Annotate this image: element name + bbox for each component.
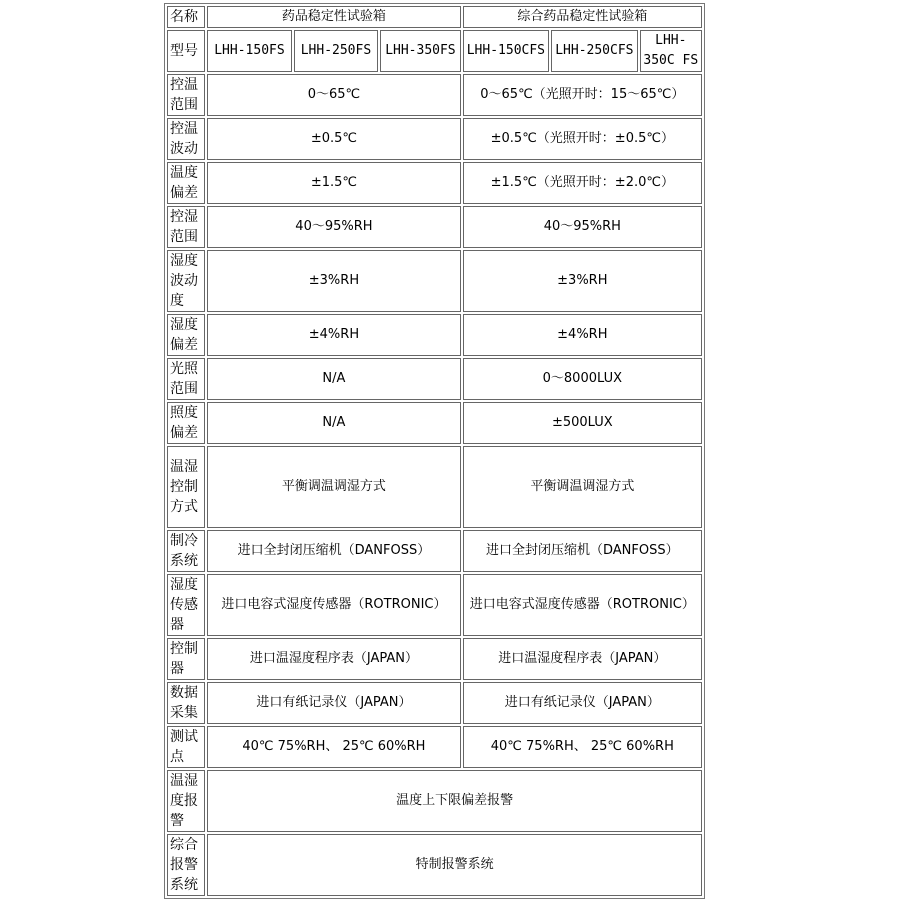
spec-row [167, 574, 702, 636]
group1-value: N/A [207, 358, 460, 400]
row-label: 温湿控制方式 [167, 446, 205, 528]
row-label: 温湿度报警 [167, 770, 205, 832]
group1-title: 药品稳定性试验箱 [207, 6, 460, 28]
row-label: 光照范围 [167, 358, 205, 400]
spec-row [167, 74, 702, 116]
group1-value: 进口有纸记录仪（JAPAN） [207, 682, 460, 724]
group2-value: 进口有纸记录仪（JAPAN） [463, 682, 702, 724]
group1-value: 0～65℃ [207, 74, 460, 116]
group2-value: 进口全封闭压缩机（DANFOSS） [463, 530, 702, 572]
group2-value: 0～65℃（光照开时：15～65℃） [463, 74, 702, 116]
group2-value: ±500LUX [463, 402, 702, 444]
row-label: 控湿范围 [167, 206, 205, 248]
model-cell: LHH-150FS [207, 30, 291, 72]
model-cell: LHH-250CFS [551, 30, 637, 72]
spec-row [167, 682, 702, 724]
group1-value: 进口电容式湿度传感器（ROTRONIC） [207, 574, 460, 636]
group1-value: ±4%RH [207, 314, 460, 356]
spec-row [167, 402, 702, 444]
row-label: 控温波动 [167, 118, 205, 160]
spec-row [167, 250, 702, 312]
spec-row [167, 314, 702, 356]
merged-row [167, 834, 702, 896]
model-row [167, 30, 702, 72]
row-label: 数据采集 [167, 682, 205, 724]
row-label: 照度偏差 [167, 402, 205, 444]
spec-row [167, 446, 702, 528]
spec-row [167, 358, 702, 400]
group2-title: 综合药品稳定性试验箱 [463, 6, 702, 28]
group1-value: 平衡调温调湿方式 [207, 446, 460, 528]
spec-row [167, 726, 702, 768]
group1-value: 40℃ 75%RH、 25℃ 60%RH [207, 726, 460, 768]
group2-value: 进口温湿度程序表（JAPAN） [463, 638, 702, 680]
merged-value: 温度上下限偏差报警 [207, 770, 702, 832]
spec-table [164, 3, 705, 899]
group2-value: ±1.5℃（光照开时：±2.0℃） [463, 162, 702, 204]
group2-value: 40～95%RH [463, 206, 702, 248]
spec-row [167, 162, 702, 204]
merged-value: 特制报警系统 [207, 834, 702, 896]
row-label: 湿度波动度 [167, 250, 205, 312]
group2-value: 0～8000LUX [463, 358, 702, 400]
row-label: 测试点 [167, 726, 205, 768]
group1-value: ±0.5℃ [207, 118, 460, 160]
model-label: 型号 [167, 30, 205, 72]
group2-value: ±3%RH [463, 250, 702, 312]
row-label: 控温范围 [167, 74, 205, 116]
group1-value: 进口全封闭压缩机（DANFOSS） [207, 530, 460, 572]
group2-value: 40℃ 75%RH、 25℃ 60%RH [463, 726, 702, 768]
group1-value: ±3%RH [207, 250, 460, 312]
group1-value: ±1.5℃ [207, 162, 460, 204]
group1-value: N/A [207, 402, 460, 444]
group1-value: 40～95%RH [207, 206, 460, 248]
row-label: 湿度偏差 [167, 314, 205, 356]
group2-value: 进口电容式湿度传感器（ROTRONIC） [463, 574, 702, 636]
group2-value: 平衡调温调湿方式 [463, 446, 702, 528]
spec-row [167, 206, 702, 248]
group1-value: 进口温湿度程序表（JAPAN） [207, 638, 460, 680]
header-row [167, 6, 702, 28]
name-label: 名称 [167, 6, 205, 28]
row-label: 控制器 [167, 638, 205, 680]
model-cell: LHH-350FS [380, 30, 460, 72]
merged-row [167, 770, 702, 832]
model-cell: LHH-350C FS [640, 30, 702, 72]
spec-row [167, 118, 702, 160]
row-label: 制冷系统 [167, 530, 205, 572]
row-label: 综合报警系统 [167, 834, 205, 896]
row-label: 湿度传感器 [167, 574, 205, 636]
group2-value: ±0.5℃（光照开时：±0.5℃） [463, 118, 702, 160]
spec-row [167, 638, 702, 680]
model-cell: LHH-150CFS [463, 30, 549, 72]
row-label: 温度偏差 [167, 162, 205, 204]
group2-value: ±4%RH [463, 314, 702, 356]
spec-row [167, 530, 702, 572]
model-cell: LHH-250FS [294, 30, 378, 72]
